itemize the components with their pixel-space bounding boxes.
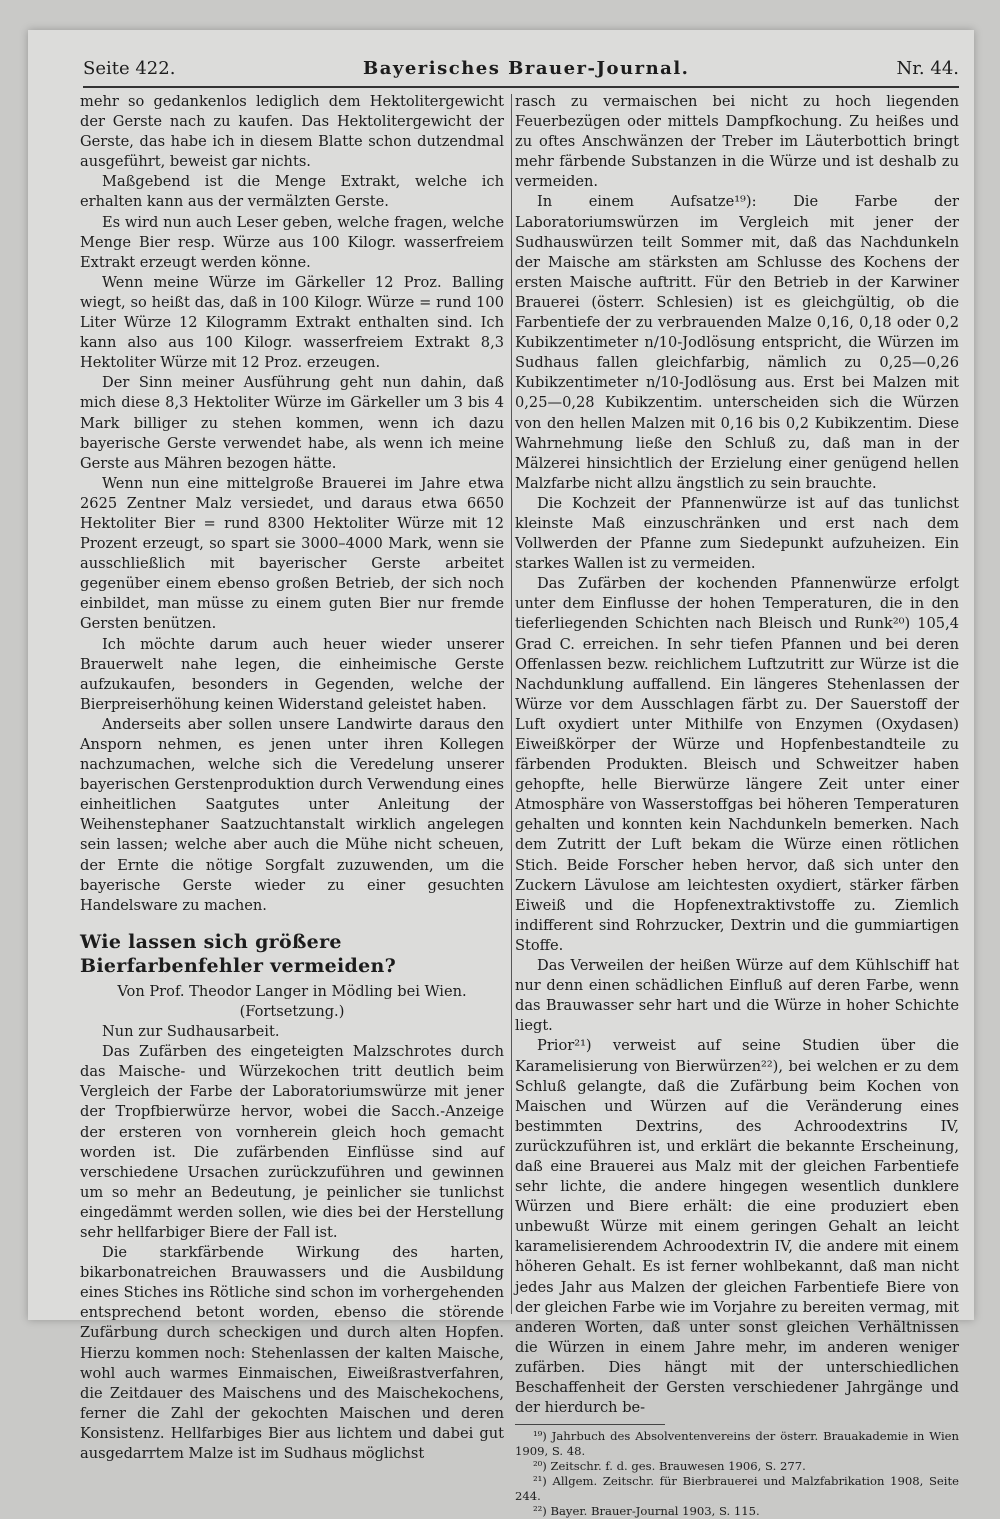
paragraph: Es wird nun auch Leser geben, welche fragen, welche Menge Bier resp. Würze aus 100 Kilogr. wasserfreiem Extrakt erzeugt werden könne. xyxy=(80,213,504,271)
paragraph: rasch zu vermaischen bei nicht zu hoch liegenden Feuerbezügen oder mittels Dampfkochung. Zu heißes und zu oftes Anschwänzen der Treber im Läuterbottich bringt mehr färbende Substanzen in die Würze und ist deshalb zu vermeiden. xyxy=(515,93,959,191)
footnotes xyxy=(515,1429,959,1519)
paragraph: Anderseits aber sollen unsere Landwirte daraus den Ansporn nehmen, es jenen unter ihren Kollegen nachzumachen, welche sich die Veredelung unserer bayerischen Gerstenproduktion durch Verwendung eines einheitlichen Saatgutes unter Anleitung der Weihenstephaner Saatzuchtanstalt wirklich angelegen sein lassen; welche aber auch die Mühe nicht scheuen, der Ernte die nötige Sorgfalt zuzuwenden, um die bayerische Gerste wieder zu einer gesuchten Handelsware zu machen. xyxy=(80,715,504,914)
journal-page xyxy=(28,30,974,1519)
right-column xyxy=(515,92,959,1519)
paragraph: Das Zufärben des eingeteigten Malzschrotes durch das Maische- und Würzekochen tritt deutlich beim Vergleich der Farbe der Laboratoriumswürze mit jener der Tropfbierwürze hervor, wobei die Sacch.-Anzeige der ersteren von vornherein gleich hoch gemacht worden ist. Die zufärbenden Einflüsse sind auf verschiedene Ursachen zurückzuführen und gewinnen um so mehr an Bedeutung, je peinlicher sie tunlichst eingedämmt werden sollen, wie dies bei der Herstellung sehr hellfarbiger Biere der Fall ist. xyxy=(80,1043,504,1241)
footnote: ²²) Bayer. Brauer-Journal 1903, S. 115. xyxy=(533,1504,760,1519)
footnote: ²⁰) Zeitschr. f. d. ges. Brauwesen 1906, S. 277. xyxy=(533,1459,806,1474)
issue-number: Nr. 44. xyxy=(896,58,959,79)
article-title: Wie lassen sich größere Bierfarbenfehler vermeiden? xyxy=(80,930,397,977)
paragraph: Ich möchte darum auch heuer wieder unserer Brauerwelt nahe legen, die einheimische Gerste aufzukaufen, besonders in Gegenden, welche der Bierpreiserhöhung keinen Widerstand geleistet haben. xyxy=(80,635,504,713)
paragraph: Wenn meine Würze im Gärkeller 12 Proz. Balling wiegt, so heißt das, daß in 100 Kilogr. Würze = rund 100 Liter Würze 12 Kilogramm Extrakt enthalten sind. Ich kann also aus 100 Kilogr. wasserfreiem Extrakt 8,3 Hektoliter Würze mit 12 Proz. erzeugen. xyxy=(80,273,504,372)
footnote: ¹⁹) Jahrbuch des Absolventenvereins der österr. Brauakademie in Wien 1909, S. 48. xyxy=(515,1429,959,1459)
paragraph: mehr so gedankenlos lediglich dem Hektolitergewicht der Gerste nach zu kaufen. Das Hektolitergewicht der Gerste, das habe ich in diesem Blatte schon dutzendmal ausgeführt, beweist gar nichts. xyxy=(80,93,504,171)
column-divider xyxy=(511,94,512,1314)
paragraph: Das Zufärben der kochenden Pfannenwürze erfolgt unter dem Einflusse der hohen Temperaturen, die in den tieferliegenden Schichten nach Bleisch und Runk²⁰) 105,4 Grad C. erreichen. In sehr tiefen Pfannen und bei deren Offenlassen bezw. reichlichem Luftzutritt zur Würze ist die Nachdunklung auffallend. Ein längeres Stehenlassen der Würze vor dem Ausschlagen färbt zu. Der Sauerstoff der Luft oxydiert unter Mithilfe von Enzymen (Oxydasen) Eiweißkörper der Würze und Hopfenbestandteile zu färbenden Produkten. Bleisch und Schweitzer haben gehopfte, helle Bierwürze längere Zeit unter einer Atmosphäre von Wasserstoffgas bei höheren Temperaturen gehalten und konnten kein Nachdunkeln bemerken. Nach dem Zutritt der Luft bekam die Würze einen rötlichen Stich. Beide Forscher heben hervor, daß sich unter den Zuckern Lävulose am leichtesten oxydiert, stärker färben Eiweiß und die Hopfenextraktivstoffe zu. Ziemlich indifferent sind Rohrzucker, Dextrin und die gummiartigen Stoffe. xyxy=(515,575,959,954)
header-rule xyxy=(83,86,959,88)
byline: Von Prof. Theodor Langer in Mödling bei Wien. xyxy=(117,982,467,1000)
left-column xyxy=(80,92,504,1464)
continuation-note: (Fortsetzung.) xyxy=(239,1002,345,1020)
paragraph: Wenn nun eine mittelgroße Brauerei im Jahre etwa 2625 Zentner Malz versiedet, und daraus etwa 6650 Hektoliter Bier = rund 8300 Hektoliter Würze mit 12 Prozent erzeugt, so spart sie 3000–4000 Mark, wenn sie ausschließlich mit bayerischer Gerste arbeitet gegenüber einem ebenso großen Betrieb, der sich noch einbildet, man müsse zu einem guten Bier nur fremde Gersten benützen. xyxy=(80,474,504,633)
paragraph: Das Verweilen der heißen Würze auf dem Kühlschiff hat nur denn einen schädlichen Einfluß auf deren Farbe, wenn das Brauwasser sehr hart und die Würze in hoher Schichte liegt. xyxy=(515,957,959,1035)
paragraph: Der Sinn meiner Ausführung geht nun dahin, daß mich diese 8,3 Hektoliter Würze im Gärkeller um 3 bis 4 Mark billiger zu stehen kommen, wenn ich dazu bayerische Gerste verwendet habe, als wenn ich meine Gerste aus Mähren bezogen hätte. xyxy=(80,374,504,472)
journal-title: Bayerisches Brauer-Journal. xyxy=(363,58,690,79)
paragraph: Maßgebend ist die Menge Extrakt, welche ich erhalten kann aus der vermälzten Gerste. xyxy=(80,173,504,211)
paragraph: In einem Aufsatze¹⁹): Die Farbe der Laboratoriumswürzen im Vergleich mit jener der Sudhauswürzen teilt Sommer mit, daß das Nachdunkeln der Maische am stärksten am Schlusse des Kochens der ersten Maische auftritt. Für den Betrieb in der Karwiner Brauerei (österr. Schlesien) ist es gleichgültig, ob die Farbentiefe der zu verbrauenden Malze 0,16, 0,18 oder 0,2 Kubikzentimeter n/10-Jodlösung entspricht, die Würzen im Sudhaus fallen gleichfarbig, nämlich zu 0,25—0,26 Kubikzentimeter n/10-Jodlösung aus. Erst bei Malzen mit 0,25—0,28 Kubikzentim. unterscheiden sich die Würzen von den hellen Malzen mit 0,16 bis 0,2 Kubikzentim. Diese Wahrnehmung ließe den Schluß zu, daß man in der Mälzerei hinsichtlich der Erzielung einer genügend hellen Malzfarbe nicht allzu ängstlich zu sein brauchte. xyxy=(515,193,959,492)
footnote-rule xyxy=(515,1424,665,1425)
page-number: Seite 422. xyxy=(83,58,176,79)
footnote: ²¹) Allgem. Zeitschr. für Bierbrauerei und Malzfabrikation 1908, Seite 244. xyxy=(515,1474,959,1504)
section-intro: Nun zur Sudhausarbeit. xyxy=(102,1023,280,1041)
paragraph: Prior²¹) verweist auf seine Studien über die Karamelisierung von Bierwürzen²²), bei welchen er zu dem Schluß gelangte, daß die Zufärbung beim Kochen von Maischen und Würzen auf die Veränderung eines bestimmten Dextrins, des Achroodextrins IV, zurückzuführen ist, und erklärt die bekannte Erscheinung, daß eine Brauerei aus Malz mit der gleichen Farbentiefe sehr lichte, die andere hingegen wesentlich dunklere Würzen und Biere erhält: die eine produziert eben unbewußt Würze mit einem geringen Gehalt an leicht karamelisierendem Achroodextrin IV, die andere mit einem höheren Gehalt. Es ist ferner wohlbekannt, daß man nicht jedes Jahr aus Malzen der gleichen Farbentiefe Biere von der gleichen Farbe wie im Vorjahre zu bereiten vermag, mit anderen Worten, daß unter sonst gleichen Verhältnissen die Würzen in einem Jahre mehr, im anderen weniger zufärben. Dies hängt mit der unterschiedlichen Beschaffenheit der Gersten verschiedener Jahrgänge und der hierdurch be- xyxy=(515,1037,959,1417)
paragraph: Die Kochzeit der Pfannenwürze ist auf das tunlichst kleinste Maß einzuschränken und erst nach dem Vollwerden der Pfanne zum Siedepunkt aufzuheizen. Ein starkes Wallen ist zu vermeiden. xyxy=(515,494,959,573)
paragraph: Die starkfärbende Wirkung des harten, bikarbonatreichen Brauwassers und die Ausbildung eines Stiches ins Rötliche sind schon im vorhergehenden entsprechend betont worden, ebenso die störende Zufärbung durch scheckigen und durch alten Hopfen. Hierzu kommen noch: Stehenlassen der kalten Maische, wohl auch warmes Einmaischen, Eiweißrastverfahren, die Zeitdauer des Maischens und des Maischekochens, ferner die Zahl der gekochten Maischen und deren Konsistenz. Hellfarbiges Bier aus lichtem und dabei gut ausgedarrtem Malze ist im Sudhaus möglichst xyxy=(80,1244,504,1462)
running-head xyxy=(83,58,959,86)
